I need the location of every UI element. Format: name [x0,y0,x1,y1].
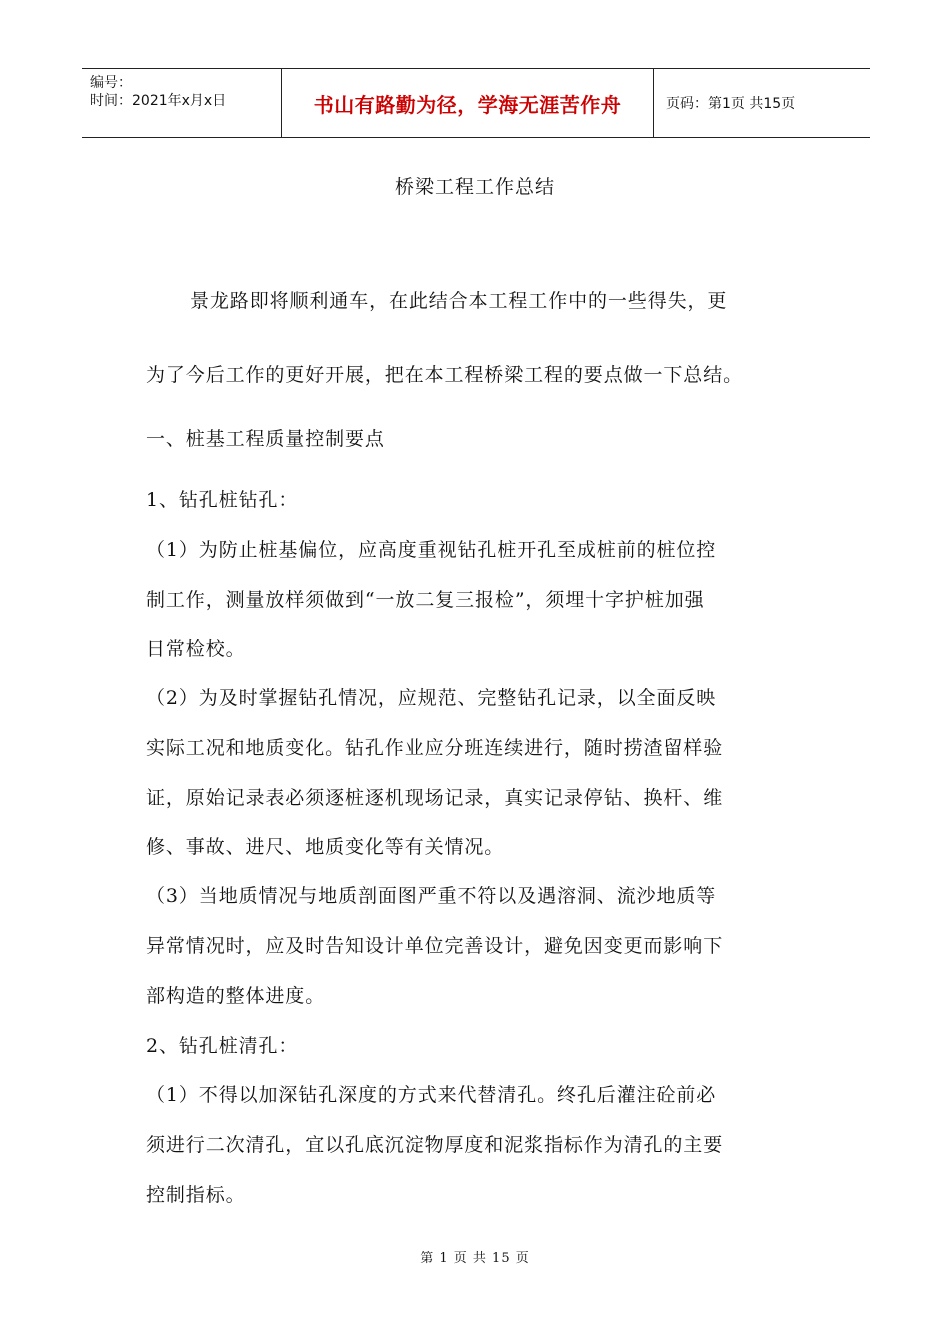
text-line: （1）为防止桩基偏位，应高度重视钻孔桩开孔至成桩前的桩位控 [146,539,717,561]
text-line: 日常检校。 [146,638,246,660]
text-line: 实际工况和地质变化。钻孔作业应分班连续进行，随时捞渣留样验 [146,737,724,759]
text-line: 为了今后工作的更好开展，把在本工程桥梁工程的要点做一下总结。 [146,364,744,386]
text-line: 须进行二次清孔，宜以孔底沉淀物厚度和泥浆指标作为清孔的主要 [146,1134,724,1156]
text-line: 制工作，测量放样须做到“一放二复三报检”，须埋十字护桩加强 [146,589,705,611]
page-title: 桥梁工程工作总结 [394,176,555,198]
text-line: 证，原始记录表必须逐桩逐机现场记录，真实记录停钻、换杆、维 [146,787,724,809]
text-line: （2）为及时掌握钻孔情况，应规范、完整钻孔记录，以全面反映 [146,687,717,709]
text-line: （1）不得以加深钻孔深度的方式来代替清孔。终孔后灌注砼前必 [146,1084,717,1106]
header-meta [82,69,281,137]
number-label: 编号： [90,75,132,91]
document-header [82,68,870,138]
text-line: 修、事故、进尺、地质变化等有关情况。 [146,836,505,858]
text-line: 部构造的整体进度。 [146,985,326,1007]
text-line: 异常情况时，应及时告知设计单位完善设计，避免因变更而影响下 [146,935,724,957]
subsection-heading: 1、钻孔桩钻孔： [146,489,299,511]
header-page-info: 页码：第1页 共15页 [666,96,796,112]
subsection-heading: 2、钻孔桩清孔： [146,1035,299,1057]
text-line: 控制指标。 [146,1184,246,1206]
header-motto: 书山有路勤为径，学海无涯苦作舟 [281,69,654,137]
text-line: 景龙路即将顺利通车，在此结合本工程工作中的一些得失，更 [190,290,728,312]
page-footer: 第 1 页 共 15 页 [420,1251,530,1266]
text-line: （3）当地质情况与地质剖面图严重不符以及遇溶洞、流沙地质等 [146,885,717,907]
section-heading: 一、桩基工程质量控制要点 [146,428,385,450]
time-label: 时间：2021年x月x日 [90,93,227,109]
